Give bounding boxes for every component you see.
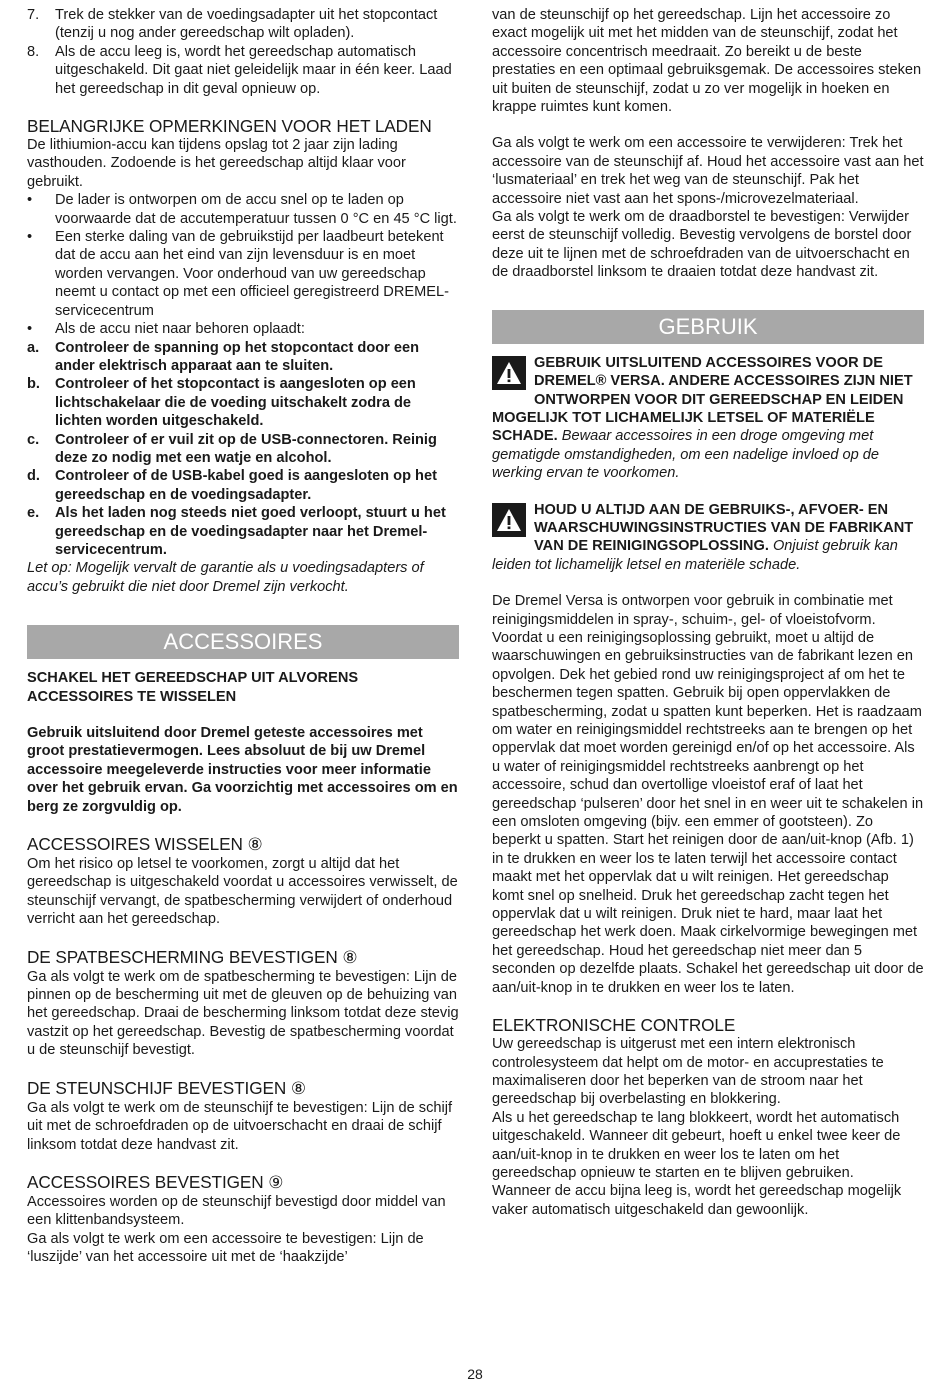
section-text: Ga als volgt te werk om de steunschijf te bevestigen: Lijn de schijf uit met de schroefdraden op de uitvoerschacht en draai de schijf linksom totdat deze handvast zit. <box>27 1099 453 1153</box>
check-item <box>27 431 459 468</box>
bullet-mark: • <box>27 321 33 338</box>
bullet-mark: • <box>27 192 33 209</box>
check-text: Controleer de spanning op het stopcontact door een ander elektrisch apparaat aan te sluiten. <box>55 339 420 374</box>
warranty-note: Let op: Mogelijk vervalt de garantie als u voedingsadapters of accu’s gebruikt die niet door Dremel zijn verkocht. <box>27 560 424 595</box>
check-letter: e. <box>27 505 40 522</box>
tested-accessories-text: Gebruik uitsluitend door Dremel geteste accessoires met groot prestatievermogen. Lees absoluut de bij uw Dremel accessoire meegeleverde instructies voor meer informatie over het gebruik ervan. Ga voorzichtig met accessoires om en berg ze zorgvuldig op. <box>27 725 458 815</box>
section-text: Accessoires worden op de steunschijf bevestigd door middel van een klittenbandsysteem. <box>27 1193 446 1229</box>
figure-ref: ⑧ <box>342 947 358 967</box>
section-heading <box>27 1078 459 1099</box>
step-text: Trek de stekker van de voedingsadapter uit het stopcontact (tenzij u nog ander gereedschap wilt opladen). <box>55 7 438 42</box>
warning-accessories-bold: GEBRUIK UITSLUITEND ACCESSOIRES VOOR DE DREMEL® VERSA. ANDERE ACCESSOIRES ZIJN NIET ONTWORPEN VOOR DIT GEREEDSCHAP EN LEIDEN MOGELIJK TOT LICHAMELIJK LETSEL OF MATERIËLE SCHADE. <box>492 354 913 445</box>
wire-brush-text: Ga als volgt te werk om de draadborstel te bevestigen: Verwijder eerst de steunschijf volledig. Bevestig vervolgens de borstel door deze uit te lijnen met de schroefdraden van de uitvoerschacht en de draadborstel linksom te draaien totdat deze handvast zit. <box>492 209 912 281</box>
step-7 <box>27 6 459 43</box>
attach-continued-text: van de steunschijf op het gereedschap. Lijn het accessoire zo exact mogelijk uit met het midden van de steunschijf, zodat het accessoire concentrisch meedraait. Zo bereikt u de beste prestaties en een optimaal gebruiksgemak. De accessoires steken uit buiten de steunschijf, zodat u zo ver mogelijk in hoeken en krappe ruimtes kunt komen. <box>492 7 922 116</box>
section-text: Ga als volgt te werk om de spatbescherming te bevestigen: Lijn de pinnen op de bescherming uit met de gleuven op de behuizing van het gereedschap. Draai de bescherming linksom totdat deze stevig vastzit op het gereedschap. Bevestig de spatbescherming voordat u de steunschijf bevestigt. <box>27 968 459 1059</box>
check-text: Controleer of het stopcontact is aangesloten op een lichtschakelaar die de voeding uitschakelt zodra de lichten worden uitgeschakeld. <box>55 376 416 430</box>
step-number: 8. <box>27 43 40 60</box>
bullet-text: De lader is ontworpen om de accu snel op te laden op voorwaarde dat de accutemperatuur tussen 0 °C en 45 °C ligt. <box>55 192 457 227</box>
warning-solution-bold: HOUD U ALTIJD AAN DE GEBRUIKS-, AFVOER- EN WAARSCHUWINGSINSTRUCTIES VAN DE FABRIKANT VAN DE REINIGINGSOPLOSSING. <box>534 501 914 555</box>
figure-ref: ⑧ <box>247 835 263 855</box>
left-column <box>27 6 459 1267</box>
check-item <box>27 339 459 376</box>
bullet-item <box>27 191 459 228</box>
warning-solution-italic: Onjuist gebruik kan leiden tot lichamelijk letsel en materiële schade. <box>492 538 898 573</box>
bullet-mark: • <box>27 229 33 246</box>
usage-text: De Dremel Versa is ontworpen voor gebruik in combinatie met reinigingsmiddelen in spray-, schuim-, gel- of vloeistofvorm. Voordat u een reinigingsoplossing gebruikt, moet u altijd de waarschuwingen en gebruiksinstructies van de fabrikant lezen en opvolgen. Dek het gebied rond uw reinigingsproject af om het te beschermen tegen spatten. Gebruik bij open oppervlakken de spatbescherming, zodat u spatten kunt beperken. Het is raadzaam om water en reinigingsmiddel rechtstreeks aan te brengen op het oppervlak dat moet worden gereinigd en/of op het accessoire. Als u water of reinigingsmiddel rechtstreeks aanbrengt op het accessoire, schud dan overtollige vloeistof eraf of laat het gereedschap ‘pulseren’ door het snel in en weer uit te schakelen in een omsloten omgeving (bijv. een emmer of gootsteen). Zo beperkt u spatten. Start het reinigen door de aan/uit-knop (Afb. 1) in te drukken en weer los te laten terwijl het accessoire contact maakt met het oppervlak dat u wilt reinigen. Het gereedschap komt snel op snelheid. Druk het gereedschap zacht tegen het oppervlak dat u wilt reinigen. Druk niet te hard, maar laat het gereedschap het werk doen. Maak cirkelvormige bewegingen met het gereedschap. Houd het gereedschap niet meer dan 5 seconden op dezelfde plaats. Schakel het gereedschap uit door de aan/uit-knop in te drukken en weer los te laten. <box>492 593 924 996</box>
electronic-text-3: Wanneer de accu bijna leeg is, wordt het gereedschap mogelijk vaker automatisch uitgeschakeld dan gewoonlijk. <box>492 1183 902 1218</box>
check-letter: c. <box>27 431 40 448</box>
electronic-control-heading: ELEKTRONISCHE CONTROLE <box>492 1015 736 1036</box>
accessories-banner: ACCESSOIRES <box>27 625 459 659</box>
warning-block-accessories <box>492 354 924 483</box>
section-heading <box>27 1172 459 1193</box>
warning-block-cleaning-solution <box>492 501 924 575</box>
switch-off-warning: SCHAKEL HET GEREEDSCHAP UIT ALVORENS ACCESSOIRES TE WISSELEN <box>27 670 359 705</box>
remove-accessory-text: Ga als volgt te werk om een accessoire te verwijderen: Trek het accessoire van de steunschijf af. Houd het accessoire vast aan het ‘lusmateriaal’ en trek het weg van de steunschijf. Pak het accessoire niet vast aan het spons-/microvezelmateriaal. <box>492 135 924 207</box>
bullet-item <box>27 320 459 338</box>
electronic-text-1: Uw gereedschap is uitgerust met een intern elektronisch controlesysteem dat helpt om de motor- en accuprestaties te maximaliseren door het beperken van de stroom naar het gereedschap bij overbelasting en blokkering. <box>492 1036 884 1108</box>
warning-accessories-italic: Bewaar accessoires in een droge omgeving met gematigde omstandigheden, om een nadelige invloed op de werking ervan te voorkomen. <box>492 428 880 482</box>
check-text: Als het laden nog steeds niet goed verloopt, stuurt u het gereedschap en de voedingsadapter naar het Dremel-servicecentrum. <box>55 505 446 558</box>
figure-ref: ⑧ <box>290 1078 307 1098</box>
section-heading <box>27 834 459 855</box>
section-text: Om het risico op letsel te voorkomen, zorgt u altijd dat het gereedschap is uitgeschakeld voordat u accessoires verwisselt, de steunschijf vervangt, de spatbescherming verwijdert of onderhoud verricht aan het gereedschap. <box>27 856 458 928</box>
page-number: 28 <box>467 1366 483 1382</box>
section-heading <box>27 947 459 968</box>
bullet-item <box>27 228 459 320</box>
check-letter: d. <box>27 468 40 485</box>
section-heading-text: DE SPATBESCHERMING BEVESTIGEN <box>27 946 338 967</box>
section-heading-text: DE STEUNSCHIJF BEVESTIGEN <box>27 1077 287 1098</box>
section-heading-text: ACCESSOIRES BEVESTIGEN <box>27 1171 264 1192</box>
check-letter: a. <box>27 339 40 356</box>
section-text: Ga als volgt te werk om een accessoire te bevestigen: Lijn de ‘luszijde’ van het accessoire uit met de ‘haakzijde’ <box>27 1230 424 1266</box>
step-text: Als de accu leeg is, wordt het gereedschap automatisch uitgeschakeld. Dit gaat niet geleidelijk maar in één keer. Laad het gereedschap in dit geval opnieuw op. <box>55 43 452 97</box>
bullet-text: Een sterke daling van de gebruikstijd per laadbeurt betekent dat de accu aan het eind van zijn levensduur is en moet worden vervangen. Voor onderhoud van uw gereedschap neemt u contact op met een officieel geregistreerd DREMEL-servicecentrum <box>55 229 449 319</box>
bullet-text: Als de accu niet naar behoren oplaadt: <box>55 321 305 338</box>
figure-ref: ⑨ <box>268 1172 284 1192</box>
use-banner: GEBRUIK <box>492 310 924 344</box>
step-8 <box>27 43 459 98</box>
charging-heading: BELANGRIJKE OPMERKINGEN VOOR HET LADEN <box>27 116 432 137</box>
warning-triangle-icon <box>492 356 526 390</box>
warning-triangle-icon <box>492 503 526 537</box>
electronic-text-2: Als u het gereedschap te lang blokkeert, wordt het automatisch uitgeschakeld. Wanneer dit gebeurt, hoeft u enkel twee keer de aan/uit-knop in te drukken en weer los te laten om het gereedschap opnieuw te starten en te blijven gebruiken. <box>492 1109 901 1181</box>
check-item <box>27 504 459 559</box>
step-number: 7. <box>27 7 40 23</box>
check-item <box>27 375 459 430</box>
check-text: Controleer of de USB-kabel goed is aangesloten op het gereedschap en de voedingsadapter. <box>55 468 437 503</box>
check-text: Controleer of er vuil zit op de USB-connectoren. Reinig deze zo nodig met een watje en alcohol. <box>55 431 437 466</box>
right-column <box>492 6 924 1219</box>
charging-intro: De lithiumion-accu kan tijdens opslag tot 2 jaar zijn lading vasthouden. Zodoende is het gereedschap altijd klaar voor gebruikt. <box>27 137 406 190</box>
check-item <box>27 467 459 504</box>
check-letter: b. <box>27 376 40 393</box>
section-heading-text: ACCESSOIRES WISSELEN <box>27 834 243 855</box>
